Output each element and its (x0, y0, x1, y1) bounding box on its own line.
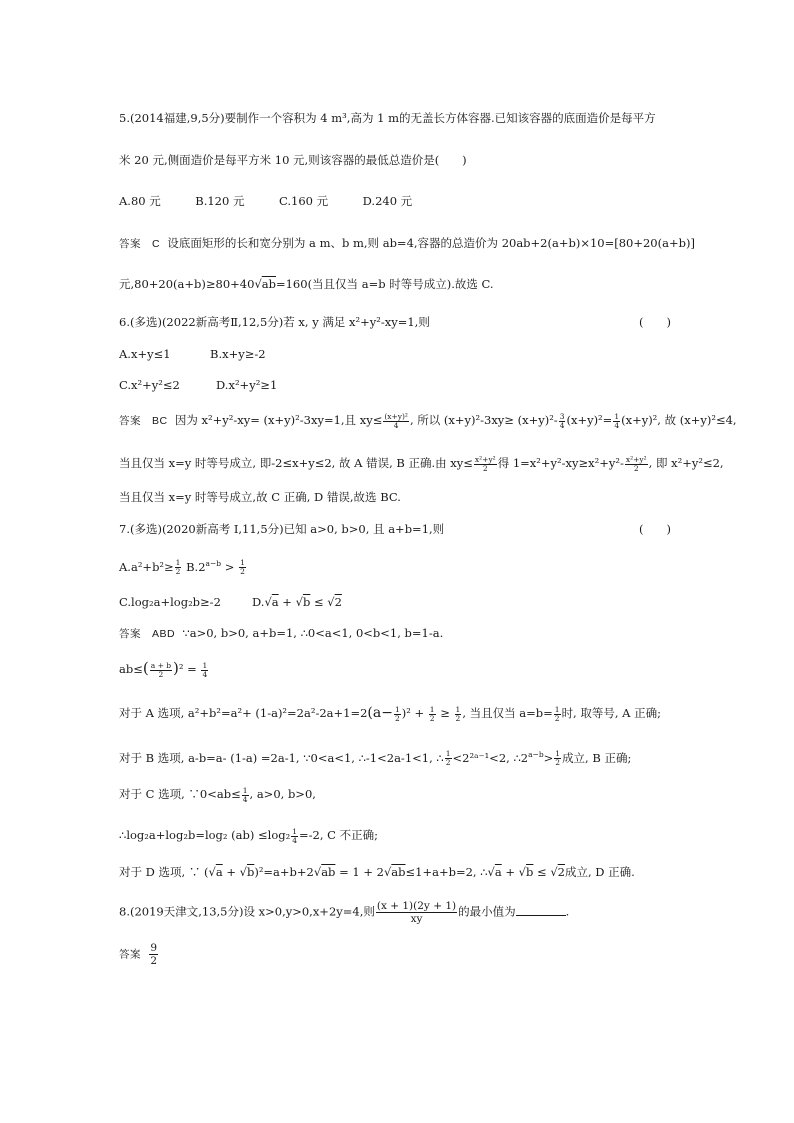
q7-answer-line2: ab≤( $\frac{a + b}{2}$ )² = $\frac{1}{4}$ (119, 659, 208, 679)
answer-label: 答案 (119, 948, 141, 961)
q7-option-c-analysis-2: ∴log₂a+log₂b=log₂ (ab) ≤log₂ $\frac{1}{4}$ =-2, C 不正确; (119, 826, 379, 845)
q8-stem: 8.(2019天津文,13,5分)设 x>0,y>0,x+2y=4,则 $\frac{(x + 1)(2y + 1)}{xy}$ 的最小值为 . (119, 900, 570, 925)
q8-answer (119, 942, 159, 967)
q6-answer-line2: 当且仅当 x=y 时等号成立, 即-2≤x+y≤2, 故 A 错误, B 正确.由 xy≤ $\frac{\text{x²+y²}}{2}$ 得 1=x²+y²-xy≥x²+y²- $\frac{\text{x²+y²}}{2}$ , 即 x²+y²≤2, (119, 454, 724, 473)
q6-option-c: C.x²+y²≤2 (119, 378, 180, 392)
q6-stem: 6.(多选)(2022新高考Ⅱ,12,5分)若 x, y 满足 x²+y²-xy=1,则 (119, 315, 430, 329)
answer-label: 答案 C (119, 238, 161, 250)
q7-option-b-analysis: 对于 B 选项, a-b=a- (1-a) =2a-1, ∵0<a<1, ∴-1<2a-1<1, ∴ $\frac{1}{2}$ <2²ᵃ⁻¹<2, $\therefore 2^{a-b}>$ $\frac{1}{2}$ 成立, B 正确; (119, 749, 632, 768)
q7-answer-line1: 答案 ABD ∵a>0, b>0, a+b=1, ∴0<a<1, 0<b<1, b=1-a. (119, 626, 444, 640)
q7-option-a-analysis: 对于 A 选项, a²+b²=a²+ (1-a)²=2a²-2a+1=2(a− $\frac{1}{2}$ )² + $\frac{1}{2}$ ≥ $\frac{1}{2}$ , 当且仅当 a=b= $\frac{1}{2}$ 时, 取等号, A 正确; (119, 704, 662, 723)
q7-answer-paren: ( ) (639, 522, 671, 536)
q5-answer-line1 (119, 235, 695, 252)
q6-answer-paren: ( ) (639, 315, 671, 329)
q7-options-ab: A.a²+b²≥ $\frac{1}{2}$ $B.2^{a-b}$ > $\frac{1}{2}$ (119, 558, 245, 577)
q5-stem-line1: 5.(2014福建,9,5分)要制作一个容积为 4 m³,高为 1 m的无盖长方体容器.已知该容器的底面造价是每平方 (119, 111, 656, 125)
q6-option-b: B.x+y≥-2 (210, 347, 266, 361)
q5-solution: 设底面矩形的长和宽分别为 a m、b m,则 ab=4,容器的总造价为 20ab+2(a+b)×10=[80+20(a+b)] (167, 236, 695, 250)
q5-options: A.80 元 B.120 元 C.160 元 D.240 元 (119, 194, 413, 208)
answer-label: 答案 BC (119, 415, 168, 427)
q7-option-c-analysis-1: 对于 C 选项, ∵0<ab≤ $\frac{1}{4}$ , a>0, b>0, (119, 785, 316, 804)
answer-label: 答案 ABD (119, 628, 176, 640)
q6-answer-line1: 答案 BC 因为 x²+y²-xy= (x+y)²-3xy=1,且 xy≤ $\frac{\text{(x+y)²}}{4}$ , 所以 (x+y)²-3xy≥ (x+y)²- $\frac{3}{4}$ (x+y)²= $\frac{1}{4}$ (x+y)², 故 (x+y)²≤4, (119, 411, 737, 430)
q7-option-c: C.log₂a+log₂b≥-2 (119, 595, 221, 609)
answer-blank (516, 905, 566, 916)
sqrt-ab: ab (261, 277, 276, 291)
q7-option-d-analysis: 对于 D 选项, ∵ (√a + √b)²=a+b+2√ab = 1 + 2√ab≤1+a+b=2, ∴√a + √b ≤ √2成立, D 正确. (119, 865, 635, 879)
q5-answer-line2: 元,80+20(a+b)≥80+40√ab=160(当且仅当 a=b 时等号成立).故选 C. (119, 277, 494, 291)
q8-answer-value: $\frac{9}{2}$ (150, 942, 157, 967)
q6-option-d: D.x²+y²≥1 (216, 378, 278, 392)
q7-option-d: D.√a + √b ≤ √2 (252, 595, 342, 609)
q7-stem: 7.(多选)(2020新高考 Ⅰ,11,5分)已知 a>0, b>0, 且 a+b=1,则 (119, 522, 445, 536)
q6-option-a: A.x+y≤1 (119, 347, 171, 361)
q5-stem-line2: 米 20 元,侧面造价是每平方米 10 元,则该容器的最低总造价是( ) (119, 153, 467, 167)
q6-answer-line3: 当且仅当 x=y 时等号成立,故 C 正确, D 错误,故选 BC. (119, 490, 401, 504)
